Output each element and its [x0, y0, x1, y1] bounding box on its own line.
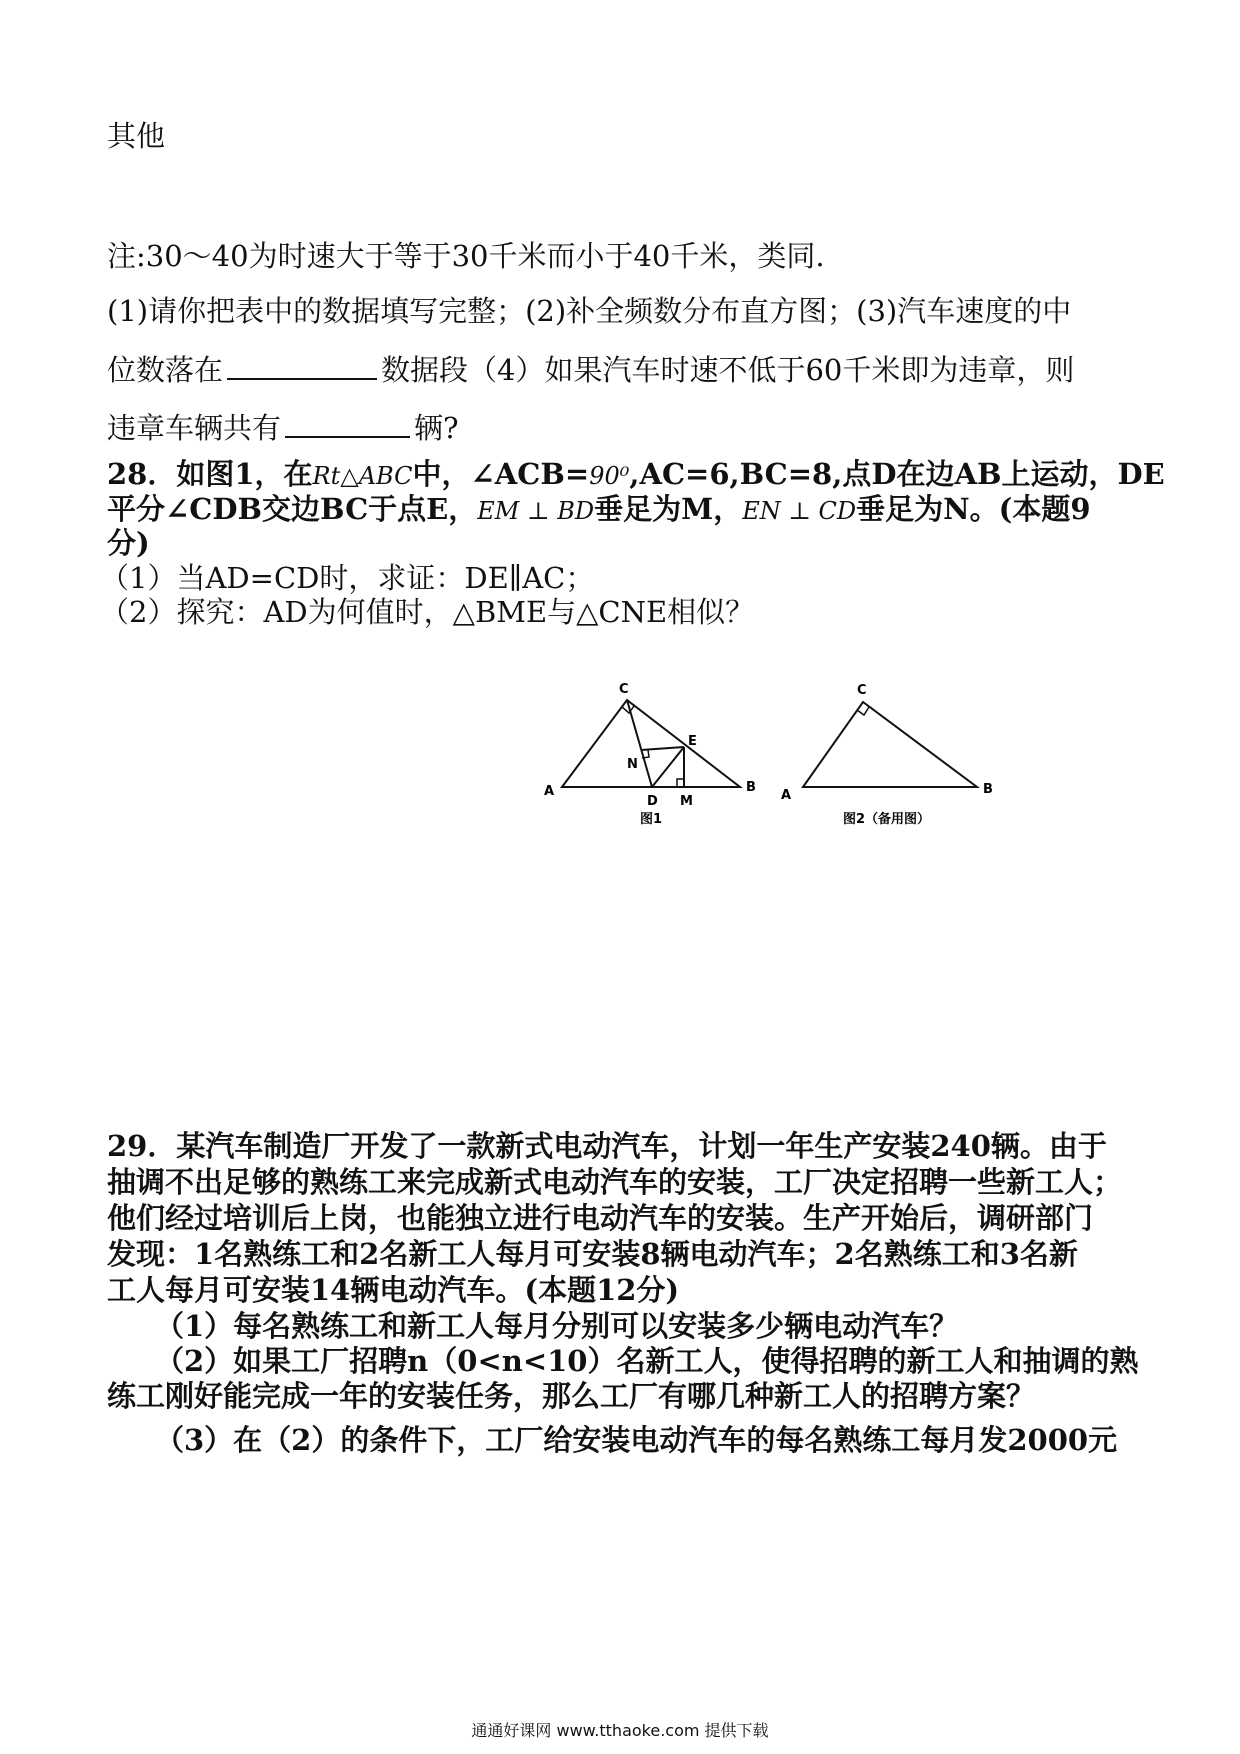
- segment-en: [641, 747, 684, 750]
- q29-sub1: （1）每名熟练工和新工人每月分别可以安装多少辆电动汽车？: [155, 1309, 959, 1343]
- page-footer: 通通好课网 www.tthaoke.com 提供下载: [471, 1721, 769, 1740]
- q29-line3: 他们经过培训后上岗，也能独立进行电动汽车的安装。生产开始后，调研部门: [107, 1201, 1094, 1235]
- answer-blank-violations[interactable]: [285, 410, 410, 438]
- q29-line5: 工人每月可安装14辆电动汽车。(本题12分): [107, 1273, 680, 1307]
- em-perp-bd: EM ⊥ BD: [477, 497, 595, 525]
- figure-1-caption: 图1: [640, 812, 663, 827]
- q28-foot-m: 垂足为M，: [594, 492, 743, 526]
- q29-line4: 发现：1名熟练工和2名新工人每月可安装8辆电动汽车；2名熟练工和3名新: [107, 1237, 1078, 1271]
- q28-line3: 分): [107, 526, 150, 560]
- figure-1: [540, 675, 780, 840]
- q28-angle-text: 中，∠ACB=: [412, 457, 590, 491]
- q28-conditions: ,AC=6,BC=8,点D在边AB上运动，DE: [629, 457, 1165, 491]
- label-m: M: [680, 794, 693, 809]
- q27-line2: [107, 352, 1074, 388]
- right-angle-m: [677, 779, 684, 787]
- label-d: D: [647, 794, 658, 809]
- label-a: A: [781, 788, 792, 803]
- q27-line3: [107, 410, 459, 446]
- q28-bisector-text: 平分∠CDB交边BC于点E，: [107, 492, 478, 526]
- angle-value: 90⁰: [589, 462, 630, 490]
- q28-line2: [107, 491, 1091, 529]
- q28-foot-n: 垂足为N。(本题9: [856, 492, 1091, 526]
- segment-de: [652, 747, 684, 787]
- q27-line3-end: 辆?: [414, 411, 459, 445]
- q27-line2-start: 位数落在: [107, 353, 224, 387]
- table-row-other: 其他: [107, 119, 166, 153]
- q27-line2-end: 数据段（4）如果汽车时速不低于60千米即为违章，则: [381, 353, 1075, 387]
- q29-sub2-line1: （2）如果工厂招聘n（0<n<10）名新工人，使得招聘的新工人和抽调的熟: [155, 1344, 1139, 1378]
- q28-line1: [107, 456, 1165, 494]
- answer-blank-median[interactable]: [227, 352, 377, 380]
- label-n: N: [627, 757, 638, 772]
- label-b: B: [746, 780, 756, 795]
- q28-intro: 28．如图1，在: [107, 457, 313, 491]
- label-c: C: [619, 682, 629, 697]
- q29-sub2-line2: 练工刚好能完成一年的安装任务，那么工厂有哪几种新工人的招聘方案？: [107, 1379, 1036, 1413]
- label-c: C: [857, 683, 867, 698]
- triangle-abc-spare: [803, 702, 977, 787]
- label-e: E: [688, 734, 697, 749]
- triangle-abc: [562, 700, 740, 787]
- q29-line2: 抽调不出足够的熟练工来完成新式电动汽车的安装，工厂决定招聘一些新工人；: [107, 1165, 1123, 1199]
- segment-cd: [627, 700, 652, 787]
- q29-line1: 29．某汽车制造厂开发了一款新式电动汽车，计划一年生产安装240辆。由于: [107, 1129, 1107, 1163]
- q28-sub1: （1）当AD=CD时，求证：DE∥AC；: [100, 561, 595, 595]
- q27-line3-start: 违章车辆共有: [107, 411, 282, 445]
- rt-triangle-notation: Rt△ABC: [312, 462, 413, 490]
- q29-sub3: （3）在（2）的条件下，工厂给安装电动汽车的每名熟练工每月发2000元: [155, 1423, 1118, 1457]
- label-b: B: [983, 782, 993, 797]
- q28-sub2: （2）探究：AD为何值时，△BME与△CNE相似？: [100, 595, 755, 629]
- figure-2-caption: 图2（备用图）: [843, 812, 931, 827]
- en-perp-cd: EN ⊥ CD: [742, 497, 857, 525]
- figure-2: [775, 675, 1015, 840]
- label-a: A: [544, 784, 555, 799]
- q27-line1: (1)请你把表中的数据填写完整；(2)补全频数分布直方图；(3)汽车速度的中: [107, 294, 1072, 328]
- q27-note: 注:30～40为时速大于等于30千米而小于40千米，类同.: [107, 239, 825, 273]
